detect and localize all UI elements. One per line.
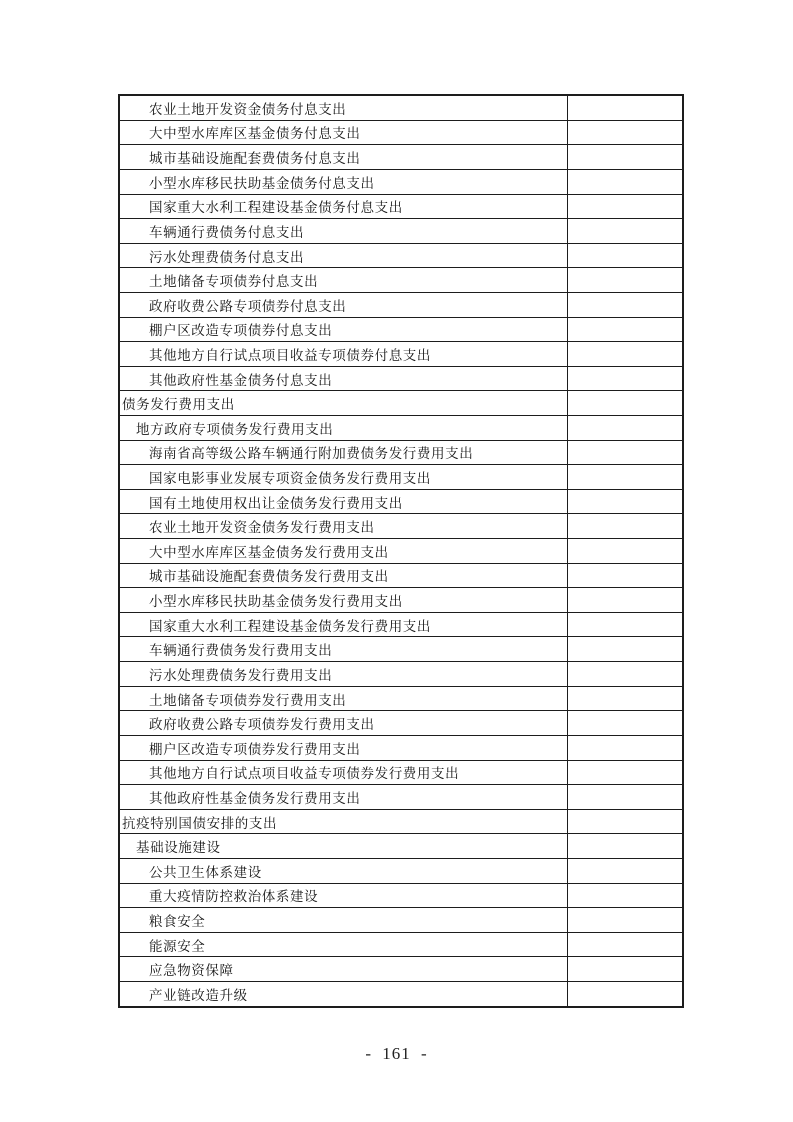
item-label: 其他政府性基金债务发行费用支出 [119,785,567,810]
item-label: 其他地方自行试点项目收益专项债券发行费用支出 [119,760,567,785]
table-row [119,317,683,342]
amount-cell [567,563,683,588]
amount-cell [567,219,683,244]
amount-cell [567,120,683,145]
amount-cell [567,292,683,317]
table-row [119,391,683,416]
item-label: 土地储备专项债券发行费用支出 [119,686,567,711]
amount-cell [567,785,683,810]
amount-cell [567,169,683,194]
table-row [119,858,683,883]
table-row [119,194,683,219]
item-label: 政府收费公路专项债券发行费用支出 [119,711,567,736]
amount-cell [567,95,683,120]
table-row [119,95,683,120]
amount-cell [567,268,683,293]
amount-cell [567,440,683,465]
item-label: 城市基础设施配套费债务付息支出 [119,145,567,170]
table-row [119,292,683,317]
expenditure-table [118,94,684,1008]
table-row [119,711,683,736]
table-row [119,489,683,514]
table-row [119,908,683,933]
item-label: 其他地方自行试点项目收益专项债券付息支出 [119,342,567,367]
table-row [119,268,683,293]
table-row [119,342,683,367]
item-label: 产业链改造升级 [119,982,567,1007]
amount-cell [567,514,683,539]
table-row [119,539,683,564]
item-label: 车辆通行费债务发行费用支出 [119,637,567,662]
table-row [119,169,683,194]
amount-cell [567,465,683,490]
amount-cell [567,711,683,736]
table-row [119,982,683,1007]
expenditure-table-body [119,95,683,1007]
amount-cell [567,588,683,613]
amount-cell [567,735,683,760]
table-row [119,588,683,613]
item-label: 棚户区改造专项债券付息支出 [119,317,567,342]
item-label: 大中型水库库区基金债务付息支出 [119,120,567,145]
item-label: 国家重大水利工程建设基金债务发行费用支出 [119,612,567,637]
amount-cell [567,145,683,170]
amount-cell [567,932,683,957]
table-row [119,834,683,859]
item-label: 应急物资保障 [119,957,567,982]
table-row [119,932,683,957]
table-row [119,145,683,170]
table-row [119,219,683,244]
item-label: 债务发行费用支出 [119,391,567,416]
item-label: 小型水库移民扶助基金债务发行费用支出 [119,588,567,613]
table-row [119,612,683,637]
table-row [119,243,683,268]
item-label: 棚户区改造专项债券发行费用支出 [119,735,567,760]
item-label: 小型水库移民扶助基金债务付息支出 [119,169,567,194]
amount-cell [567,391,683,416]
amount-cell [567,612,683,637]
amount-cell [567,957,683,982]
item-label: 重大疫情防控救治体系建设 [119,883,567,908]
item-label: 国家电影事业发展专项资金债务发行费用支出 [119,465,567,490]
table-row [119,809,683,834]
table-row [119,416,683,441]
table-row [119,662,683,687]
item-label: 污水处理费债务发行费用支出 [119,662,567,687]
item-label: 其他政府性基金债务付息支出 [119,366,567,391]
table-row [119,120,683,145]
amount-cell [567,908,683,933]
amount-cell [567,539,683,564]
item-label: 土地储备专项债券付息支出 [119,268,567,293]
item-label: 污水处理费债务付息支出 [119,243,567,268]
item-label: 公共卫生体系建设 [119,858,567,883]
table-row [119,686,683,711]
item-label: 地方政府专项债务发行费用支出 [119,416,567,441]
amount-cell [567,982,683,1007]
table-row [119,366,683,391]
amount-cell [567,366,683,391]
item-label: 农业土地开发资金债务付息支出 [119,95,567,120]
table-row [119,563,683,588]
amount-cell [567,834,683,859]
item-label: 国有土地使用权出让金债务发行费用支出 [119,489,567,514]
table-row [119,785,683,810]
amount-cell [567,662,683,687]
item-label: 能源安全 [119,932,567,957]
amount-cell [567,686,683,711]
amount-cell [567,243,683,268]
table-row [119,735,683,760]
amount-cell [567,342,683,367]
table-row [119,957,683,982]
amount-cell [567,858,683,883]
table-row [119,465,683,490]
page-number: - 161 - [365,1044,428,1063]
table-row [119,883,683,908]
amount-cell [567,809,683,834]
item-label: 农业土地开发资金债务发行费用支出 [119,514,567,539]
item-label: 车辆通行费债务付息支出 [119,219,567,244]
item-label: 政府收费公路专项债券付息支出 [119,292,567,317]
item-label: 抗疫特别国债安排的支出 [119,809,567,834]
amount-cell [567,760,683,785]
amount-cell [567,637,683,662]
amount-cell [567,883,683,908]
amount-cell [567,194,683,219]
amount-cell [567,489,683,514]
item-label: 国家重大水利工程建设基金债务付息支出 [119,194,567,219]
item-label: 大中型水库库区基金债务发行费用支出 [119,539,567,564]
item-label: 粮食安全 [119,908,567,933]
amount-cell [567,317,683,342]
item-label: 基础设施建设 [119,834,567,859]
table-row [119,760,683,785]
amount-cell [567,416,683,441]
table-row [119,637,683,662]
item-label: 城市基础设施配套费债务发行费用支出 [119,563,567,588]
table-row [119,440,683,465]
table-row [119,514,683,539]
item-label: 海南省高等级公路车辆通行附加费债务发行费用支出 [119,440,567,465]
